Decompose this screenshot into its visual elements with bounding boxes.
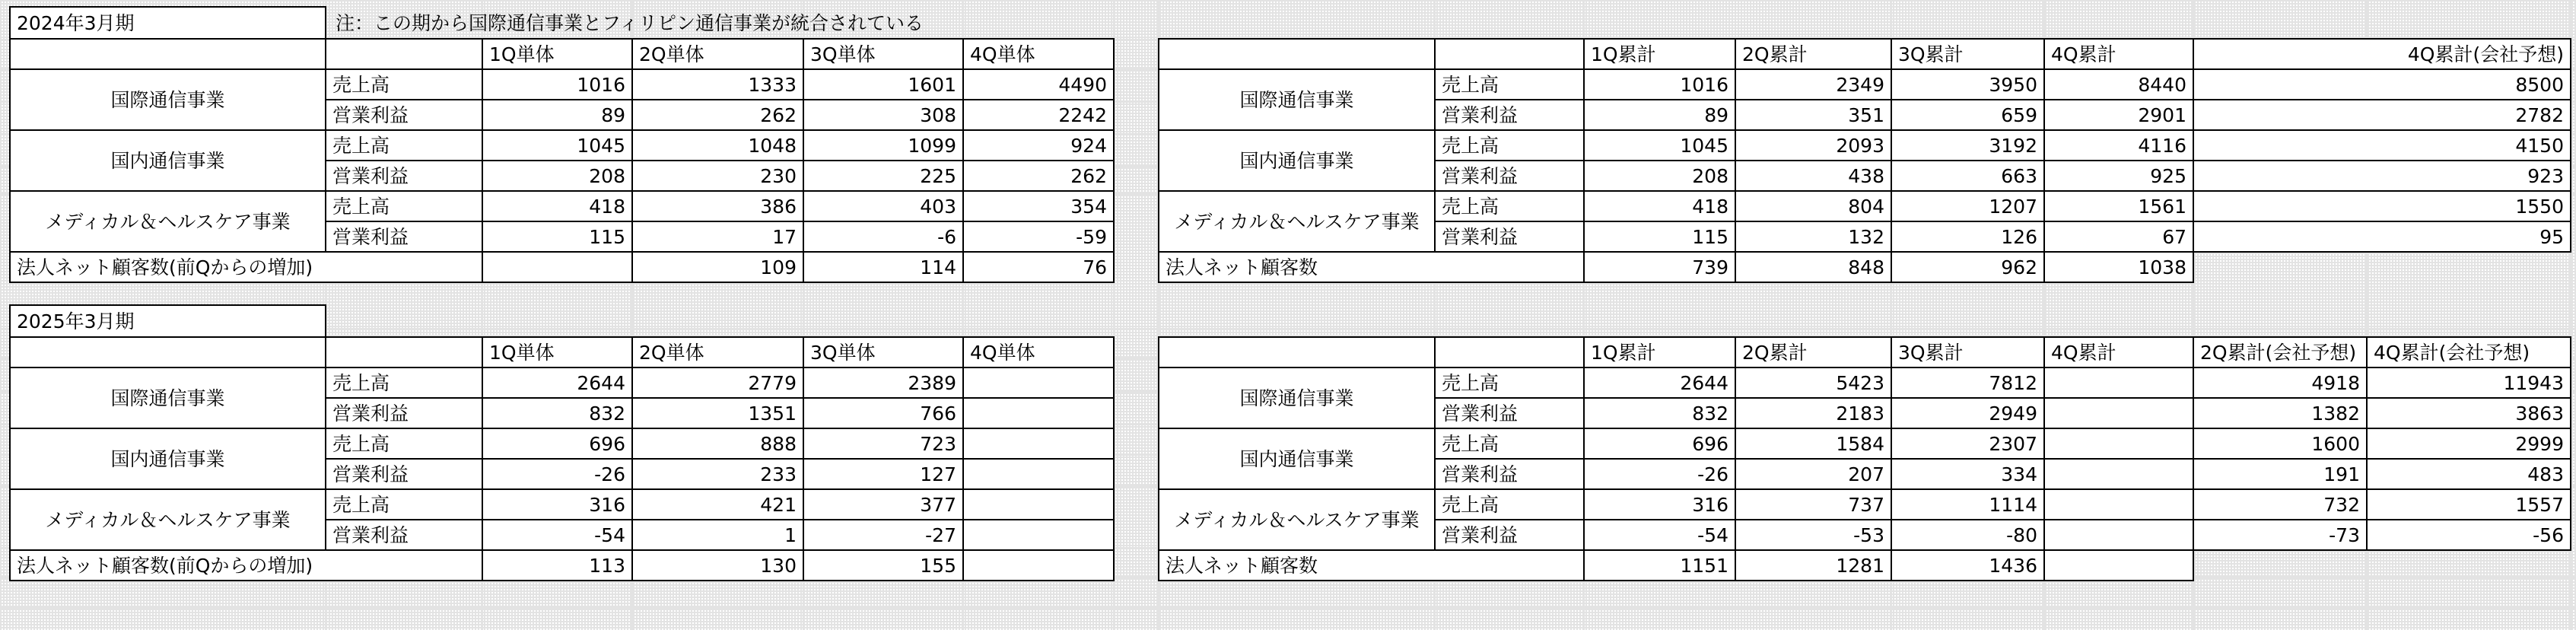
metric-label: 営業利益: [325, 458, 483, 490]
quarter-value-cell[interactable]: [962, 367, 1115, 399]
header-label-cell: [1434, 336, 1585, 368]
quarter-value-cell[interactable]: 832: [482, 397, 633, 429]
metric-label: 営業利益: [325, 397, 483, 429]
header-corner-cell: [9, 38, 326, 70]
cumulative-value-cell[interactable]: 89: [1583, 99, 1736, 131]
cumulative-value-cell[interactable]: 4116: [2043, 129, 2194, 161]
cumulative-value-cell[interactable]: 2349: [1735, 68, 1892, 100]
customers-value-cell[interactable]: 130: [631, 549, 804, 581]
customers-cumulative-cell[interactable]: 1151: [1583, 549, 1736, 581]
forecast-value-cell[interactable]: 95: [2193, 221, 2571, 253]
metric-label: 売上高: [325, 68, 483, 100]
quarter-value-cell[interactable]: [962, 519, 1115, 551]
forecast-value-cell[interactable]: -56: [2366, 519, 2571, 551]
header-corner-cell: [9, 336, 326, 368]
quarter-value-cell[interactable]: -54: [482, 519, 633, 551]
metric-label: 営業利益: [1434, 397, 1585, 429]
metric-label: 売上高: [1434, 190, 1585, 222]
cumulative-value-cell[interactable]: 351: [1735, 99, 1892, 131]
segment-name: メディカル＆ヘルスケア事業: [9, 190, 326, 253]
cumulative-value-cell[interactable]: 2307: [1891, 428, 2045, 460]
cumulative-header: 4Q累計: [2043, 38, 2194, 70]
quarter-value-cell[interactable]: 1099: [803, 129, 964, 161]
quarter-value-cell[interactable]: 308: [803, 99, 964, 131]
customers-cumulative-cell[interactable]: 739: [1583, 251, 1736, 283]
cumulative-value-cell[interactable]: [2043, 488, 2194, 520]
cumulative-value-cell[interactable]: -26: [1583, 458, 1736, 490]
quarter-value-cell[interactable]: 225: [803, 160, 964, 192]
metric-label: 売上高: [1434, 428, 1585, 460]
cumulative-value-cell[interactable]: 1584: [1735, 428, 1892, 460]
forecast-value-cell[interactable]: 3863: [2366, 397, 2571, 429]
customers-cumulative-cell[interactable]: 962: [1891, 251, 2045, 283]
cumulative-header: 1Q累計: [1583, 38, 1736, 70]
cumulative-value-cell[interactable]: 1016: [1583, 68, 1736, 100]
quarter-header: 3Q単体: [803, 38, 964, 70]
customers-value-cell[interactable]: 114: [803, 251, 964, 283]
cumulative-value-cell[interactable]: 5423: [1735, 367, 1892, 399]
header-corner-cell: [1158, 38, 1436, 70]
metric-label: 売上高: [1434, 129, 1585, 161]
forecast-value-cell[interactable]: 11943: [2366, 367, 2571, 399]
segment-name: 国内通信事業: [1158, 129, 1436, 192]
cumulative-value-cell[interactable]: 208: [1583, 160, 1736, 192]
quarter-value-cell[interactable]: 208: [482, 160, 633, 192]
cumulative-header: 2Q累計: [1735, 336, 1892, 368]
cumulative-value-cell[interactable]: [2043, 397, 2194, 429]
quarter-value-cell[interactable]: 1045: [482, 129, 633, 161]
grid-row-line: [0, 607, 2576, 609]
quarter-header: 2Q単体: [631, 38, 804, 70]
segment-name: 国際通信事業: [1158, 68, 1436, 131]
forecast-value-cell[interactable]: 4150: [2193, 129, 2571, 161]
cumulative-value-cell[interactable]: 1207: [1891, 190, 2045, 222]
quarter-value-cell[interactable]: 1016: [482, 68, 633, 100]
segment-name: 国際通信事業: [1158, 367, 1436, 429]
quarter-value-cell[interactable]: 723: [803, 428, 964, 460]
metric-label: 営業利益: [325, 99, 483, 131]
customers-value-cell[interactable]: 155: [803, 549, 964, 581]
cumulative-value-cell[interactable]: 126: [1891, 221, 2045, 253]
forecast-value-cell[interactable]: 2999: [2366, 428, 2571, 460]
grid-row-line: [0, 0, 2576, 2]
forecast-header: 4Q累計(会社予想): [2366, 336, 2571, 368]
grid-row-line: [0, 328, 2576, 329]
quarter-header: 4Q単体: [962, 336, 1115, 368]
customers-value-cell[interactable]: 113: [482, 549, 633, 581]
cumulative-value-cell[interactable]: -53: [1735, 519, 1892, 551]
metric-label: 売上高: [1434, 68, 1585, 100]
segment-name: メディカル＆ヘルスケア事業: [1158, 190, 1436, 253]
segment-name: メディカル＆ヘルスケア事業: [1158, 488, 1436, 551]
quarter-value-cell[interactable]: -6: [803, 221, 964, 253]
customers-value-cell[interactable]: 76: [962, 251, 1115, 283]
cumulative-header: 3Q累計: [1891, 336, 2045, 368]
metric-label: 売上高: [325, 190, 483, 222]
customers-cumulative-cell[interactable]: 1281: [1735, 549, 1892, 581]
quarter-value-cell[interactable]: 924: [962, 129, 1115, 161]
segment-name: メディカル＆ヘルスケア事業: [9, 488, 326, 551]
quarter-value-cell[interactable]: 127: [803, 458, 964, 490]
forecast-value-cell[interactable]: 732: [2193, 488, 2368, 520]
quarter-value-cell[interactable]: 1048: [631, 129, 804, 161]
quarter-value-cell[interactable]: 2644: [482, 367, 633, 399]
customers-cumulative-cell[interactable]: 1038: [2043, 251, 2194, 283]
quarter-value-cell[interactable]: 696: [482, 428, 633, 460]
quarter-value-cell[interactable]: 403: [803, 190, 964, 222]
segment-name: 国内通信事業: [9, 129, 326, 192]
customers-value-cell[interactable]: [482, 251, 633, 283]
quarter-header: 4Q単体: [962, 38, 1115, 70]
forecast-value-cell[interactable]: 4918: [2193, 367, 2368, 399]
customers-label: 法人ネット顧客数: [1158, 251, 1585, 283]
header-label-cell: [325, 38, 483, 70]
cumulative-value-cell[interactable]: 67: [2043, 221, 2194, 253]
cumulative-value-cell[interactable]: 2644: [1583, 367, 1736, 399]
cumulative-value-cell[interactable]: 663: [1891, 160, 2045, 192]
metric-label: 売上高: [1434, 367, 1585, 399]
quarter-value-cell[interactable]: 262: [631, 99, 804, 131]
cumulative-header: 3Q累計: [1891, 38, 2045, 70]
customers-value-cell[interactable]: 109: [631, 251, 804, 283]
period-title: 2025年3月期: [9, 304, 326, 338]
header-label-cell: [1434, 38, 1585, 70]
quarter-value-cell[interactable]: 233: [631, 458, 804, 490]
note-text: 注：この期から国際通信事業とフィリピン通信事業が統合されている: [336, 12, 924, 34]
cumulative-value-cell[interactable]: 804: [1735, 190, 1892, 222]
cumulative-value-cell[interactable]: 737: [1735, 488, 1892, 520]
cumulative-header: 1Q累計: [1583, 336, 1736, 368]
forecast-header: 2Q累計(会社予想): [2193, 336, 2368, 368]
metric-label: 売上高: [325, 428, 483, 460]
quarter-value-cell[interactable]: 1: [631, 519, 804, 551]
cumulative-value-cell[interactable]: 2901: [2043, 99, 2194, 131]
forecast-value-cell[interactable]: 1557: [2366, 488, 2571, 520]
quarter-header: 2Q単体: [631, 336, 804, 368]
cumulative-value-cell[interactable]: [2043, 367, 2194, 399]
cumulative-value-cell[interactable]: 2093: [1735, 129, 1892, 161]
quarter-header: 3Q単体: [803, 336, 964, 368]
header-corner-cell: [1158, 336, 1436, 368]
cumulative-header: 2Q累計: [1735, 38, 1892, 70]
forecast-value-cell[interactable]: 923: [2193, 160, 2571, 192]
cumulative-value-cell[interactable]: 1045: [1583, 129, 1736, 161]
cumulative-value-cell[interactable]: 438: [1735, 160, 1892, 192]
cumulative-value-cell[interactable]: 2183: [1735, 397, 1892, 429]
quarter-value-cell[interactable]: 1601: [803, 68, 964, 100]
quarter-value-cell[interactable]: [962, 488, 1115, 520]
quarter-value-cell[interactable]: 418: [482, 190, 633, 222]
quarter-value-cell[interactable]: [962, 458, 1115, 490]
quarter-value-cell[interactable]: 230: [631, 160, 804, 192]
cumulative-value-cell[interactable]: 418: [1583, 190, 1736, 222]
customers-value-cell[interactable]: [962, 549, 1115, 581]
cumulative-value-cell[interactable]: 1561: [2043, 190, 2194, 222]
forecast-value-cell[interactable]: 1382: [2193, 397, 2368, 429]
quarter-value-cell[interactable]: 377: [803, 488, 964, 520]
cumulative-value-cell[interactable]: 207: [1735, 458, 1892, 490]
metric-label: 営業利益: [325, 519, 483, 551]
metric-label: 営業利益: [1434, 160, 1585, 192]
cumulative-value-cell[interactable]: [2043, 519, 2194, 551]
quarter-value-cell[interactable]: 262: [962, 160, 1115, 192]
segment-name: 国内通信事業: [1158, 428, 1436, 490]
quarter-value-cell[interactable]: 2242: [962, 99, 1115, 131]
forecast-value-cell[interactable]: 2782: [2193, 99, 2571, 131]
metric-label: 営業利益: [1434, 458, 1585, 490]
forecast-value-cell[interactable]: -73: [2193, 519, 2368, 551]
cumulative-value-cell[interactable]: -54: [1583, 519, 1736, 551]
grid-row-line: [0, 298, 2576, 300]
metric-label: 営業利益: [325, 221, 483, 253]
quarter-header: 1Q単体: [482, 38, 633, 70]
quarter-value-cell[interactable]: -27: [803, 519, 964, 551]
cumulative-value-cell[interactable]: 7812: [1891, 367, 2045, 399]
quarter-value-cell[interactable]: 115: [482, 221, 633, 253]
period-title: 2024年3月期: [9, 6, 326, 40]
quarter-value-cell[interactable]: 386: [631, 190, 804, 222]
quarter-value-cell[interactable]: -59: [962, 221, 1115, 253]
segment-name: 国内通信事業: [9, 428, 326, 490]
quarter-value-cell[interactable]: 89: [482, 99, 633, 131]
quarter-value-cell[interactable]: 888: [631, 428, 804, 460]
customers-cumulative-cell[interactable]: [2043, 549, 2194, 581]
metric-label: 営業利益: [1434, 519, 1585, 551]
forecast-value-cell[interactable]: 483: [2366, 458, 2571, 490]
forecast-value-cell[interactable]: 1600: [2193, 428, 2368, 460]
cumulative-value-cell[interactable]: 1114: [1891, 488, 2045, 520]
cumulative-value-cell[interactable]: 832: [1583, 397, 1736, 429]
customers-label: 法人ネット顧客数: [1158, 549, 1585, 581]
cumulative-value-cell[interactable]: -80: [1891, 519, 2045, 551]
cumulative-value-cell[interactable]: 925: [2043, 160, 2194, 192]
quarter-value-cell[interactable]: 1351: [631, 397, 804, 429]
forecast-value-cell[interactable]: 1550: [2193, 190, 2571, 222]
quarter-value-cell[interactable]: 354: [962, 190, 1115, 222]
header-label-cell: [325, 336, 483, 368]
cumulative-value-cell[interactable]: 696: [1583, 428, 1736, 460]
metric-label: 営業利益: [325, 160, 483, 192]
cumulative-header: 4Q累計: [2043, 336, 2194, 368]
quarter-value-cell[interactable]: 766: [803, 397, 964, 429]
cumulative-value-cell[interactable]: 132: [1735, 221, 1892, 253]
customers-label: 法人ネット顧客数(前Qからの増加): [9, 251, 483, 283]
segment-name: 国際通信事業: [9, 68, 326, 131]
metric-label: 営業利益: [1434, 99, 1585, 131]
cumulative-value-cell[interactable]: 3192: [1891, 129, 2045, 161]
cumulative-value-cell[interactable]: 2949: [1891, 397, 2045, 429]
cumulative-value-cell[interactable]: 3950: [1891, 68, 2045, 100]
customers-cumulative-cell[interactable]: 1436: [1891, 549, 2045, 581]
forecast-value-cell[interactable]: 8500: [2193, 68, 2571, 100]
cumulative-value-cell[interactable]: 115: [1583, 221, 1736, 253]
quarter-value-cell[interactable]: 4490: [962, 68, 1115, 100]
quarter-value-cell[interactable]: [962, 428, 1115, 460]
metric-label: 営業利益: [1434, 221, 1585, 253]
cumulative-value-cell[interactable]: 316: [1583, 488, 1736, 520]
quarter-value-cell[interactable]: 17: [631, 221, 804, 253]
cumulative-value-cell[interactable]: 659: [1891, 99, 2045, 131]
segment-name: 国際通信事業: [9, 367, 326, 429]
cumulative-value-cell[interactable]: 334: [1891, 458, 2045, 490]
quarter-value-cell[interactable]: [962, 397, 1115, 429]
metric-label: 売上高: [325, 488, 483, 520]
metric-label: 売上高: [1434, 488, 1585, 520]
quarter-value-cell[interactable]: 2389: [803, 367, 964, 399]
quarter-header: 1Q単体: [482, 336, 633, 368]
cumulative-value-cell[interactable]: [2043, 428, 2194, 460]
cumulative-value-cell[interactable]: [2043, 458, 2194, 490]
customers-label: 法人ネット顧客数(前Qからの増加): [9, 549, 483, 581]
quarter-value-cell[interactable]: 2779: [631, 367, 804, 399]
metric-label: 売上高: [325, 367, 483, 399]
quarter-value-cell[interactable]: 421: [631, 488, 804, 520]
quarter-value-cell[interactable]: -26: [482, 458, 633, 490]
quarter-value-cell[interactable]: 1333: [631, 68, 804, 100]
quarter-value-cell[interactable]: 316: [482, 488, 633, 520]
forecast-header: 4Q累計(会社予想): [2193, 38, 2571, 70]
metric-label: 売上高: [325, 129, 483, 161]
forecast-value-cell[interactable]: 191: [2193, 458, 2368, 490]
cumulative-value-cell[interactable]: 8440: [2043, 68, 2194, 100]
customers-cumulative-cell[interactable]: 848: [1735, 251, 1892, 283]
